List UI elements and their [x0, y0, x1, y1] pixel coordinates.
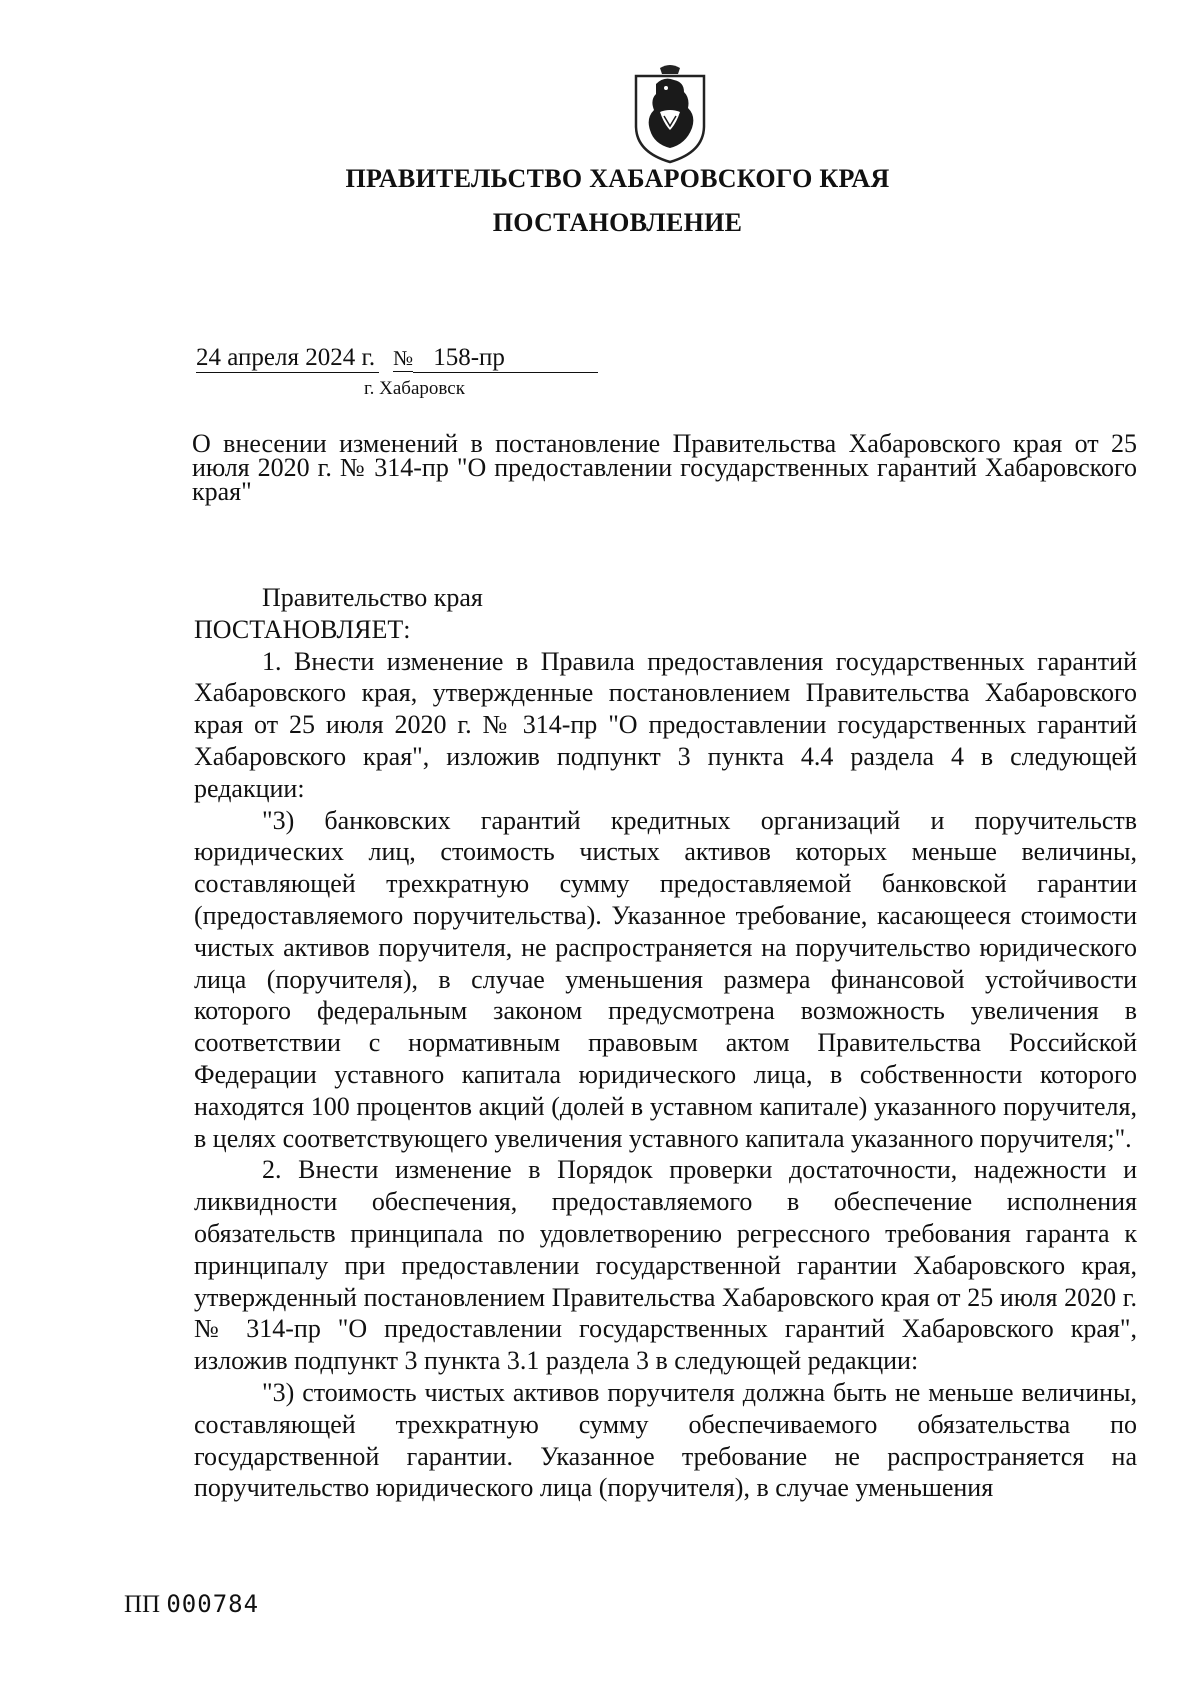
document-number: 158-пр — [413, 344, 598, 373]
coat-of-arms-graphic — [630, 64, 710, 164]
paragraph-1-quote: "3) банковских гарантий кредитных организаций и поручительств юридических лиц, стоимость чистых активов которых меньше величины, составляющей трехкратную сумму предоставляемой банковской гарантии (предоставляемого поручительства). Указанное требование, касающееся стоимости чистых активов поручителя, не распространяется на поручительство юридического лица (поручителя), в случае уменьшения размера финансовой устойчивости которого федеральным законом предусмотрена возможность увеличения в соответствии с нормативным правовым актом Правительства Российской Федерации уставного капитала юридического лица, в собственности которого находятся 100 процентов акций (долей в уставном капитале) указанного поручителя, в целях соответствующего увеличения уставного капитала указанного поручителя;". — [194, 805, 1137, 1153]
preamble: Правительство края — [262, 583, 483, 612]
coat-of-arms-icon — [630, 64, 710, 164]
document-subject: О внесении изменений в постановление Правительства Хабаровского края от 25 июля 2020 г. № 314-пр "О предоставлении государственных гарантий Хабаровского края" — [192, 429, 1137, 506]
paragraph-2-quote: "3) стоимость чистых активов поручителя должна быть не меньше величины, составляющей трехкратную сумму обеспечиваемого обязательства по государственной гарантии. Указанное требование не распространяется на поручительство юридического лица (поручителя), в случае уменьшения — [194, 1377, 1137, 1503]
government-title: ПРАВИТЕЛЬСТВО ХАБАРОВСКОГО КРАЯ — [345, 164, 890, 193]
date-number-line — [196, 344, 598, 373]
number-sign: № — [393, 346, 414, 370]
paragraph-2: 2. Внести изменение в Порядок проверки достаточности, надежности и ликвидности обеспечения, предоставляемого в обеспечение исполнения обязательств принципала по удовлетворению регрессного требования гаранта к принципалу при предоставлении государственной гарантии Хабаровского края, утвержденный постановлением Правительства Хабаровского края от 25 июля 2020 г. № 314-пр "О предоставлении государственных гарантий Хабаровского края", изложив подпункт 3 пункта 3.1 раздела 3 в следующей редакции: — [194, 1155, 1137, 1376]
paragraph-1: 1. Внести изменение в Правила предоставления государственных гарантий Хабаровского края, утвержденные постановлением Правительства Хабаровского края от 25 июля 2020 г. № 314-пр "О предоставлении государственных гарантий Хабаровского края", изложив подпункт 3 пункта 4.4 раздела 4 в следующей редакции: — [194, 646, 1137, 803]
document-date: 24 апреля 2024 г. — [196, 344, 379, 373]
form-series: ПП — [124, 1591, 161, 1618]
document-body — [194, 582, 1137, 1504]
form-serial-number — [124, 1590, 259, 1619]
resolves-heading: ПОСТАНОВЛЯЕТ: — [194, 614, 411, 644]
document-type-title: ПОСТАНОВЛЕНИЕ — [492, 208, 743, 237]
form-serial: 000784 — [166, 1590, 260, 1618]
document-city: г. Хабаровск — [364, 378, 465, 399]
